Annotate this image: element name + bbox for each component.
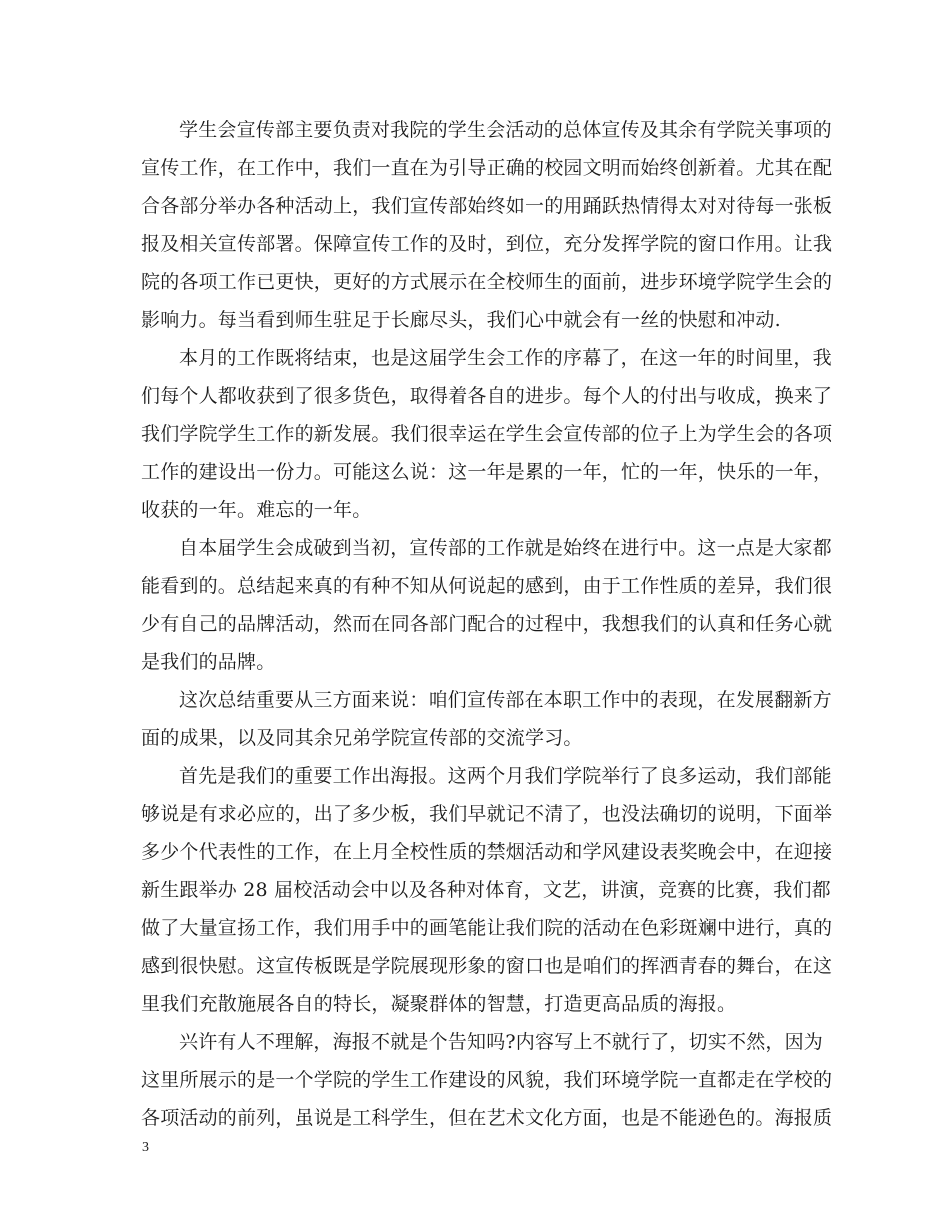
paragraph-line: 这次总结重要从三方面来说：咱们宣传部在本职工作中的表现，在发展翻新方	[179, 689, 832, 711]
paragraph-line: 收获的一年。难忘的一年。	[141, 499, 372, 521]
paragraph-line: 院的各项工作已更快，更好的方式展示在全校师生的面前，进步环境学院学生会的	[141, 271, 833, 293]
paragraph-line: 感到很快慰。这宣传板既是学院展现形象的窗口也是咱们的挥洒青春的舞台，在这	[141, 955, 833, 977]
paragraph-line: 宣传工作，在工作中，我们一直在为引导正确的校园文明而始终创新着。尤其在配	[141, 157, 833, 179]
paragraph-line: 新生跟举办 28 届校活动会中以及各种对体育，文艺，讲演，竞赛的比赛，我们都	[141, 879, 831, 901]
paragraph-line: 做了大量宣扬工作，我们用手中的画笔能让我们院的活动在色彩斑斓中进行，真的	[141, 917, 833, 939]
paragraph-line: 工作的建设出一份力。可能这么说：这一年是累的一年，忙的一年，快乐的一年，	[141, 461, 833, 483]
paragraph-line: 本月的工作既将结束，也是这届学生会工作的序幕了，在这一年的时间里，我	[179, 347, 832, 369]
paragraph-line: 能看到的。总结起来真的有种不知从何说起的感到，由于工作性质的差异，我们很	[141, 575, 833, 597]
paragraph-line: 面的成果，以及同其余兄弟学院宣传部的交流学习。	[141, 727, 583, 749]
paragraph-line: 我们学院学生工作的新发展。我们很幸运在学生会宣传部的位子上为学生会的各项	[141, 423, 833, 445]
paragraph-line: 够说是有求必应的，出了多少板，我们早就记不清了，也没法确切的说明，下面举	[141, 803, 833, 825]
paragraph-line: 各项活动的前列，虽说是工科学生，但在艺术文化方面，也是不能逊色的。海报质	[141, 1107, 833, 1129]
paragraph-line: 们每个人都收获到了很多货色，取得着各自的进步。每个人的付出与收成，换来了	[141, 385, 833, 407]
paragraph-line: 多少个代表性的工作，在上月全校性质的禁烟活动和学风建设表奖晚会中，在迎接	[141, 841, 833, 863]
paragraph-line: 报及相关宣传部署。保障宣传工作的及时，到位，充分发挥学院的窗口作用。让我	[141, 233, 833, 255]
paragraph-line: 影响力。每当看到师生驻足于长廊尽头，我们心中就会有一丝的快慰和冲动.	[141, 309, 781, 331]
paragraph-line: 这里所展示的是一个学院的学生工作建设的风貌，我们环境学院一直都走在学校的	[141, 1069, 833, 1091]
paragraph-line: 合各部分举办各种活动上，我们宣传部始终如一的用踊跃热情得太对对待每一张板	[141, 195, 833, 217]
paragraph-line: 是我们的品牌。	[141, 651, 276, 673]
page-number: 3	[142, 1140, 149, 1155]
paragraph-line: 少有自己的品牌活动，然而在同各部门配合的过程中，我想我们的认真和任务心就	[141, 613, 833, 635]
paragraph-line: 首先是我们的重要工作出海报。这两个月我们学院举行了良多运动，我们部能	[179, 765, 832, 787]
paragraph-line: 学生会宣传部主要负责对我院的学生会活动的总体宣传及其余有学院关事项的	[179, 119, 832, 141]
paragraph-line: 自本届学生会成破到当初，宣传部的工作就是始终在进行中。这一点是大家都	[179, 537, 832, 559]
paragraph-line: 里我们充散施展各自的特长，凝聚群体的智慧，打造更高品质的海报。	[141, 993, 737, 1015]
paragraph-line: 兴许有人不理解，海报不就是个告知吗?内容写上不就行了，切实不然，因为	[179, 1031, 823, 1053]
